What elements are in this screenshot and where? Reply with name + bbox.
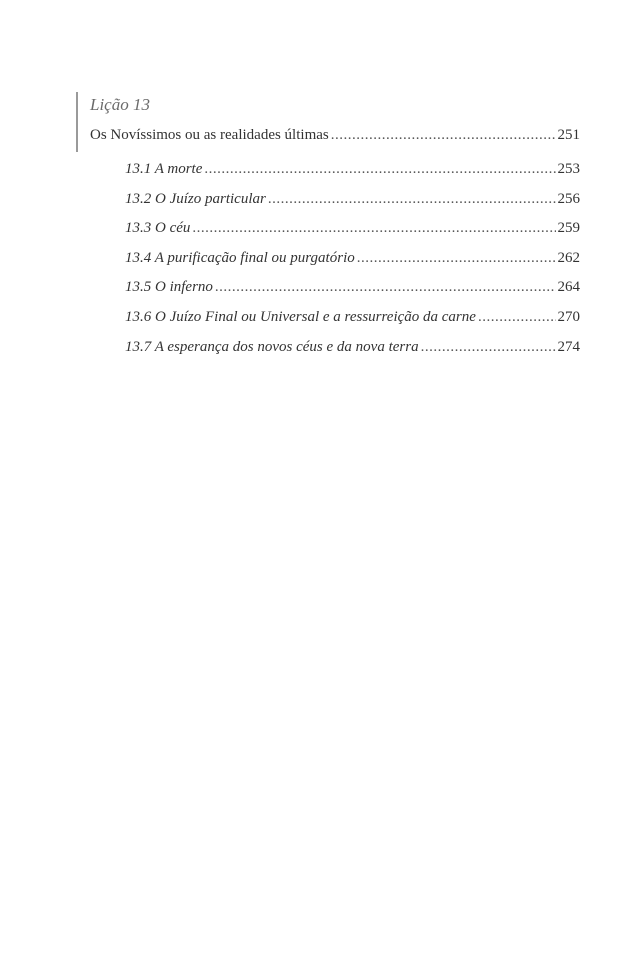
section-title: 13.5 O inferno — [125, 279, 213, 296]
section-page-number: 274 — [557, 338, 580, 355]
dot-leader — [192, 218, 555, 238]
section-title: 13.6 O Juízo Final ou Universal e a ressurreição da carne — [125, 308, 476, 325]
section-entry[interactable] — [125, 246, 580, 276]
section-entry[interactable] — [125, 275, 580, 305]
section-title: 13.7 A esperança dos novos céus e da nova terra — [125, 338, 419, 355]
dot-leader — [215, 277, 556, 297]
chapter-entry[interactable] — [90, 125, 580, 145]
chapter-page-number: 251 — [557, 127, 580, 143]
section-page-number: 256 — [557, 190, 580, 207]
chapter-title: Os Novíssimos ou as realidades últimas — [90, 127, 329, 143]
section-title: 13.2 O Juízo particular — [125, 190, 266, 207]
dot-leader — [421, 337, 556, 357]
dot-leader — [331, 125, 556, 145]
section-entry[interactable] — [125, 335, 580, 365]
lesson-label: Lição 13 — [90, 95, 150, 114]
section-entry[interactable] — [125, 305, 580, 335]
dot-leader — [268, 189, 556, 209]
section-page-number: 270 — [557, 308, 580, 325]
section-entry[interactable] — [125, 216, 580, 246]
section-page-number: 253 — [557, 161, 580, 177]
dot-leader — [204, 159, 555, 179]
lesson-block — [76, 92, 580, 152]
section-title: 13.1 A morte — [125, 161, 203, 177]
section-page-number: 264 — [557, 279, 580, 296]
section-page-number: 259 — [557, 220, 580, 237]
section-title: 13.3 O céu — [125, 220, 191, 237]
dot-leader — [357, 248, 556, 268]
section-list — [125, 157, 580, 364]
section-title: 13.4 A purificação final ou purgatório — [125, 249, 355, 266]
section-entry[interactable] — [125, 187, 580, 217]
section-entry[interactable] — [125, 157, 580, 187]
section-page-number: 262 — [557, 249, 580, 266]
dot-leader — [478, 307, 556, 327]
